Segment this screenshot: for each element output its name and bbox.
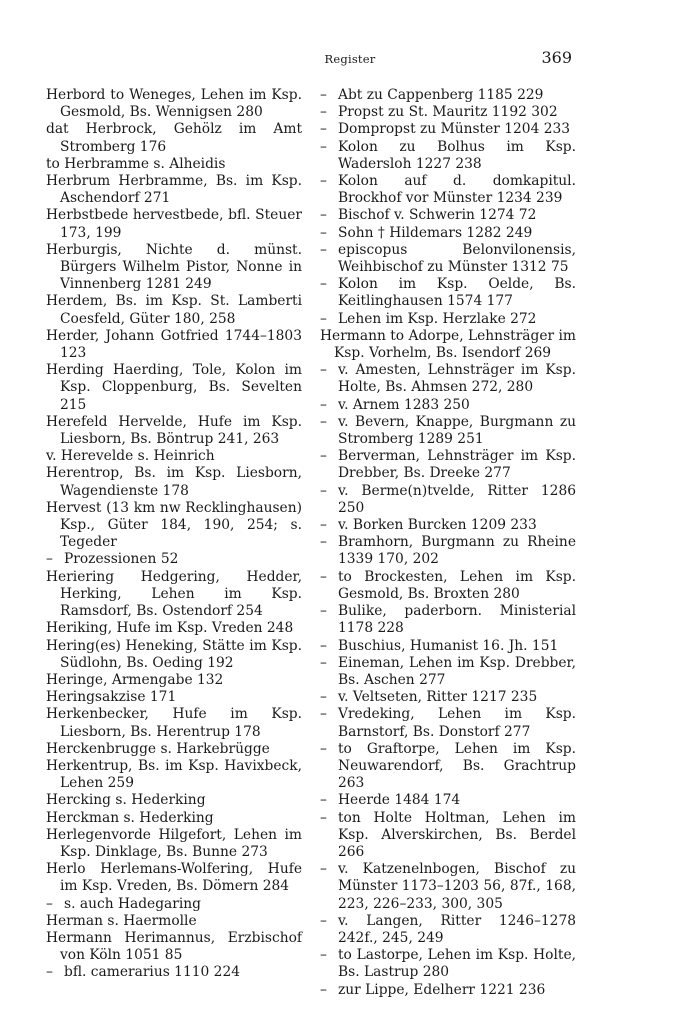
index-subentry: – zur Lippe, Edelherr 1221 236 <box>320 982 576 999</box>
index-subentry: – Bischof v. Schwerin 1274 72 <box>320 207 576 224</box>
index-entry: Herkenbecker, Hufe im Ksp. Liesborn, Bs. Herentrup 178 <box>46 706 302 740</box>
index-entry: Herdem, Bs. im Ksp. St. Lamberti Coesfeld, Güter 180, 258 <box>46 293 302 327</box>
index-subentry: – Kolon zu Bolhus im Ksp. Wadersloh 1227 238 <box>320 139 576 173</box>
right-column <box>320 87 576 999</box>
index-subentry: – Propst zu St. Mauritz 1192 302 <box>320 104 576 121</box>
index-subentry: – v. Arnem 1283 250 <box>320 397 576 414</box>
index-subentry: – v. Veltseten, Ritter 1217 235 <box>320 689 576 706</box>
index-subentry: – v. Borken Burcken 1209 233 <box>320 517 576 534</box>
index-subentry: – to Lastorpe, Lehen im Ksp. Holte, Bs. Lastrup 280 <box>320 947 576 981</box>
index-entry: Herbrum Herbramme, Bs. im Ksp. Aschendorf 271 <box>46 173 302 207</box>
index-subentry: – v. Langen, Ritter 1246–1278 242f., 245, 249 <box>320 913 576 947</box>
index-entry: Herlo Herlemans-Wolfering, Hufe im Ksp. Vreden, Bs. Dömern 284 <box>46 861 302 895</box>
index-subentry: – Heerde 1484 174 <box>320 792 576 809</box>
index-subentry: – Kolon auf d. domkapitul. Brockhof vor Münster 1234 239 <box>320 173 576 207</box>
index-subentry: – Abt zu Cappenberg 1185 229 <box>320 87 576 104</box>
index-entry: Herkentrup, Bs. im Ksp. Havixbeck, Lehen 259 <box>46 757 302 792</box>
index-entry: Herman s. Haermolle <box>46 912 197 929</box>
index-subentry: – v. Amesten, Lehnsträger im Ksp. Holte, Bs. Ahmsen 272, 280 <box>320 362 576 396</box>
index-entry: Hermann Herimannus, Erzbischof von Köln 1051 85 <box>46 929 302 964</box>
index-entry: Herbord to Weneges, Lehen im Ksp. Gesmold, Bs. Wennigsen 280 <box>46 87 302 121</box>
index-subentry: – Kolon im Ksp. Oelde, Bs. Keitlinghausen 1574 177 <box>320 276 576 310</box>
index-entry: Herckenbrugge s. Harkebrügge <box>46 740 270 757</box>
index-entry: Herding Haerding, Tole, Kolon im Ksp. Cloppenburg, Bs. Sevelten 215 <box>46 362 302 413</box>
index-entry: Herckman s. Hederking <box>46 809 214 826</box>
index-subentry: – episcopus Belonvilonensis, Weihbischof zu Münster 1312 75 <box>320 242 576 276</box>
index-subentry: – Berverman, Lehnsträger im Ksp. Drebber, Bs. Dreeke 277 <box>320 448 576 482</box>
index-entry: Hermann to Adorpe, Lehnsträger im Ksp. Vorhelm, Bs. Isendorf 269 <box>320 327 576 362</box>
index-subentry: – bfl. camerarius 1110 224 <box>46 964 302 981</box>
index-entry: Hervest (13 km nw Recklinghausen) Ksp., Güter 184, 190, 254; s. Tegeder <box>46 499 302 551</box>
index-subentry: – v. Bevern, Knappe, Burgmann zu Stromberg 1289 251 <box>320 414 576 448</box>
index-entry: v. Herevelde s. Heinrich <box>46 448 215 465</box>
index-entry: Heriking, Hufe im Ksp. Vreden 248 <box>46 620 294 637</box>
index-subentry: – Buschius, Humanist 16. Jh. 151 <box>320 638 576 655</box>
index-entry: Herder, Johann Gotfried 1744–1803 123 <box>46 327 302 362</box>
index-entry: Hercking s. Hederking <box>46 792 206 809</box>
index-entry: Herefeld Hervelde, Hufe im Ksp. Liesborn, Bs. Böntrup 241, 263 <box>46 413 302 448</box>
index-entry: Herentrop, Bs. im Ksp. Liesborn, Wagendienste 178 <box>46 465 302 499</box>
index-entry: Herlegenvorde Hilgefort, Lehen im Ksp. Dinklage, Bs. Bunne 273 <box>46 826 302 860</box>
index-subentry: – Bramhorn, Burgmann zu Rheine 1339 170, 202 <box>320 534 576 568</box>
index-entry: Heringsakzise 171 <box>46 689 177 706</box>
page-number: 369 <box>541 48 572 67</box>
index-entry: Herburgis, Nichte d. münst. Bürgers Wilhelm Pistor, Nonne in Vinnenberg 1281 249 <box>46 241 302 293</box>
index-subentry: – Eineman, Lehen im Ksp. Drebber, Bs. Aschen 277 <box>320 655 576 689</box>
index-entry: Herbstbede hervestbede, bfl. Steuer 173, 199 <box>46 207 302 241</box>
index-entry: to Herbramme s. Alheidis <box>46 155 226 172</box>
index-subentry: – to Brockesten, Lehen im Ksp. Gesmold, Bs. Broxten 280 <box>320 569 576 603</box>
index-entry: Heriering Hedgering, Hedder, Herking, Lehen im Ksp. Ramsdorf, Bs. Ostendorf 254 <box>46 568 302 620</box>
index-entry: dat Herbrock, Gehölz im Amt Stromberg 176 <box>46 121 302 155</box>
index-subentry: – Vredeking, Lehen im Ksp. Barnstorf, Bs. Donstorf 277 <box>320 706 576 740</box>
page-header <box>0 50 700 72</box>
index-subentry: – Prozessionen 52 <box>46 551 302 568</box>
index-subentry: – v. Katzenelnbogen, Bischof zu Münster 1173–1203 56, 87f., 168, 223, 226–233, 300, 305 <box>320 861 576 913</box>
index-entry: Heringe, Armengabe 132 <box>46 671 224 688</box>
index-entry: Hering(es) Heneking, Stätte im Ksp. Südlohn, Bs. Oeding 192 <box>46 637 302 671</box>
index-subentry: – v. Berme(n)tvelde, Ritter 1286 250 <box>320 483 576 517</box>
index-subentry: – ton Holte Holtman, Lehen im Ksp. Alverskirchen, Bs. Berdel 266 <box>320 810 576 862</box>
index-subentry: – s. auch Hadegaring <box>46 896 302 913</box>
left-column <box>46 87 302 982</box>
index-subentry: – Sohn † Hildemars 1282 249 <box>320 225 576 242</box>
index-subentry: – Dompropst zu Münster 1204 233 <box>320 121 576 138</box>
index-subentry: – Bulike, paderborn. Ministerial 1178 228 <box>320 603 576 637</box>
index-subentry: – Lehen im Ksp. Herzlake 272 <box>320 311 576 328</box>
running-head: Register <box>324 52 376 66</box>
index-subentry: – to Graftorpe, Lehen im Ksp. Neuwarendorf, Bs. Grachtrup 263 <box>320 741 576 793</box>
